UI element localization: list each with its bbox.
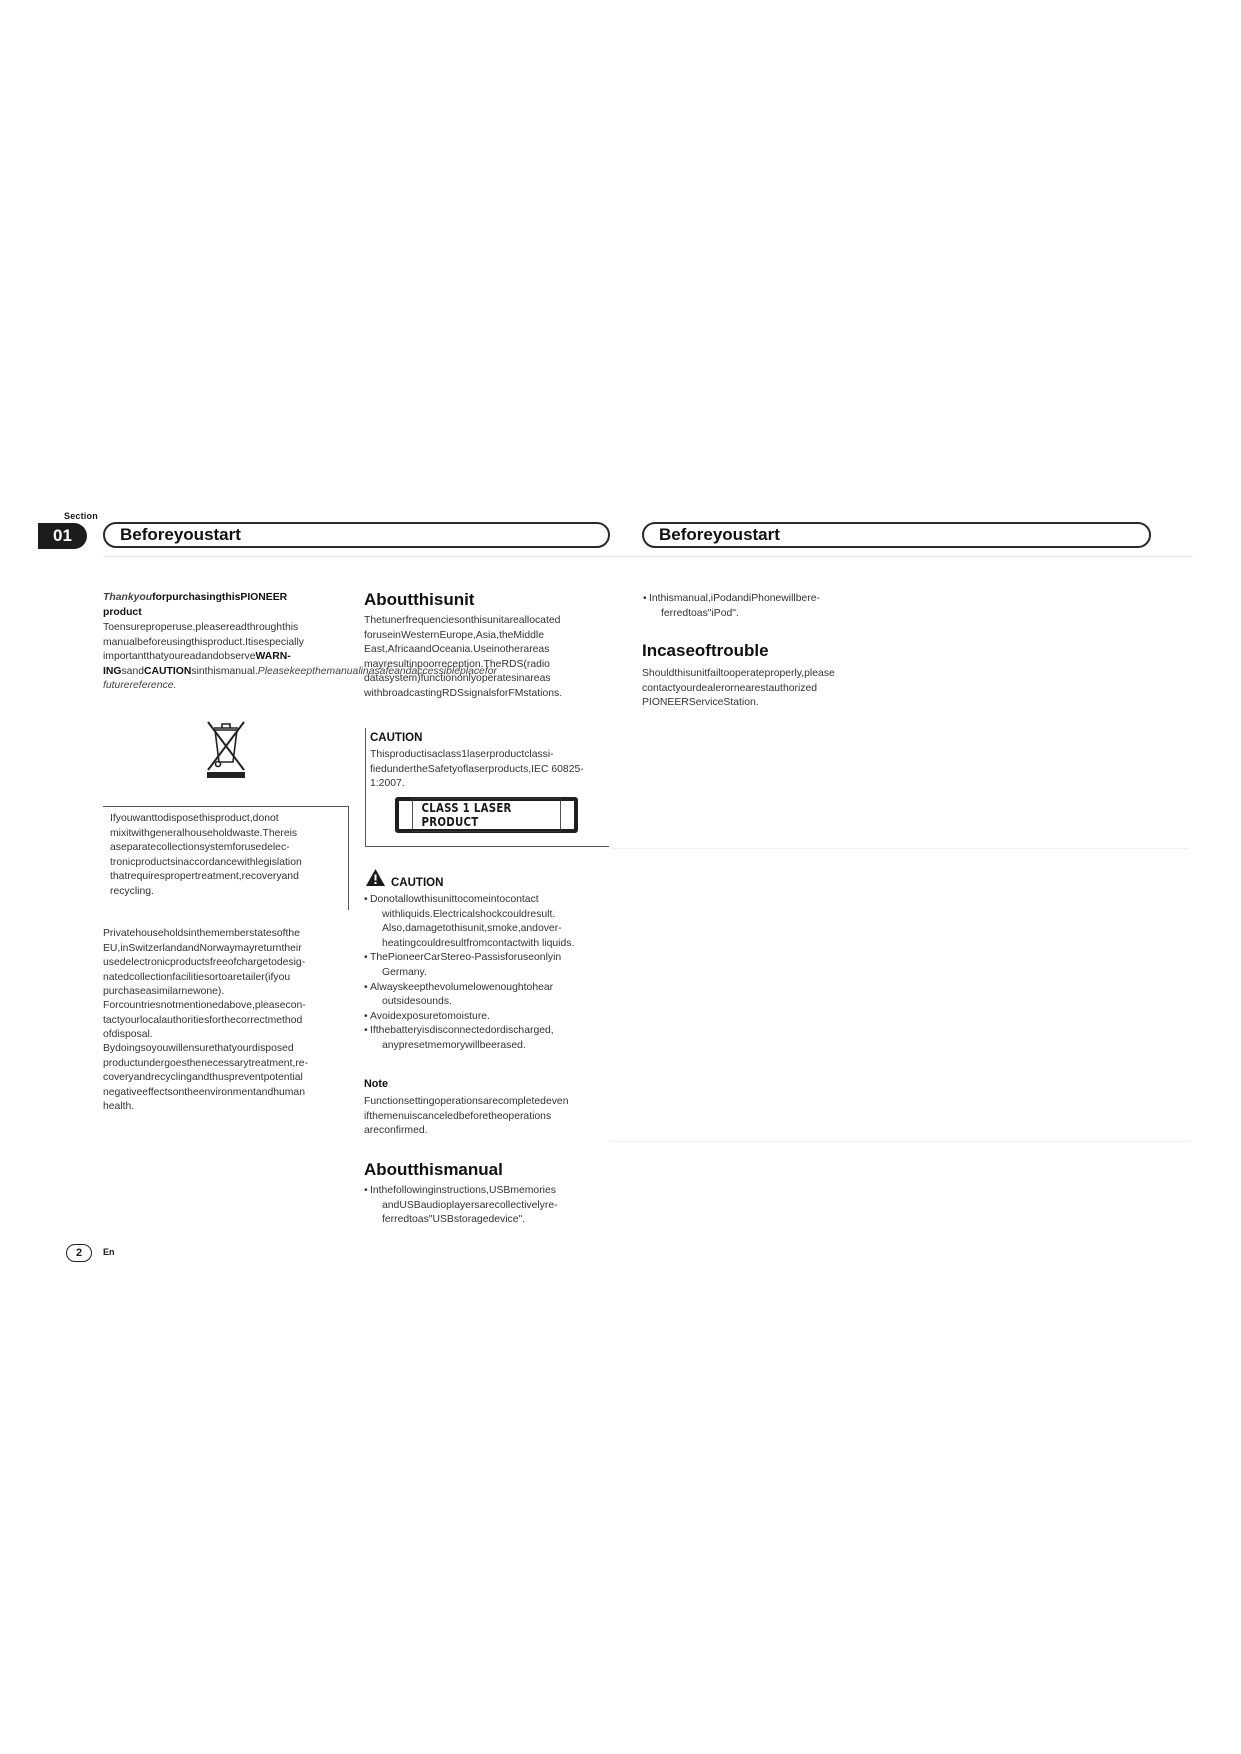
about-manual-list: [364, 1184, 596, 1228]
section-number-badge: 01: [38, 523, 87, 549]
intro-heading: [103, 591, 328, 620]
about-unit-text: Thetunerfrequenciesonthisunitareallocated foruseinWesternEurope,Asia,theMiddle East,AfricaandOceania.Useinotherareas mayresultinpoorreception.TheRDS(radio datasystem)functiononlyoperatesinareas withbroadcastingRDSsignalsforFMstations.: [364, 615, 563, 699]
list-item: • Alwayskeepthevolumelowenoughtohear outsidesounds.: [364, 981, 596, 1010]
about-unit-title: Aboutthisunit: [364, 590, 475, 609]
note-title: Note: [364, 1078, 388, 1090]
trouble-text: Shouldthisunitfailtooperateproperly,please contactyourdealerornearestauthorized PIONEERServiceStation.: [642, 668, 835, 709]
laser-caution-text: Thisproductisaclass1laserproductclassi-fiedundertheSafetyoflaserproducts,IEC 60825-1:2007.: [370, 749, 584, 790]
crossed-out-wheelie-bin-icon: [204, 718, 248, 780]
private-households-text: Privatehouseholdsinthememberstatesofthe EU,inSwitzerlandandNorwaymayreturntheir usedelectronicproductsfreeofchargetodesig-natedcollectionfacilitiesortoaretailer(ifyou purchaseasimilarnewone).: [103, 928, 306, 998]
language-code: En: [103, 1247, 115, 1257]
class1-laser-label: [395, 797, 578, 833]
list-item: • Inthefollowinginstructions,USBmemories andUSBaudioplayersarecollectivelyre-ferredtoas"USBstoragedevice".: [364, 1184, 596, 1228]
note-text: Functionsettingoperationsarecompletedeven ifthemenuiscanceledbeforetheoperations areconfirmed.: [364, 1096, 569, 1137]
faint-rule: [610, 848, 1190, 849]
ipod-note-list: [643, 592, 875, 621]
intro-para-a: Toensureproperuse,pleasereadthroughthis manualbeforeusingthisproduct.Itisespecially importantthatyoureadandobserve: [103, 622, 304, 663]
general-caution-list: [364, 893, 596, 1054]
trouble-title: Incaseoftrouble: [642, 641, 769, 660]
header-title-right: Beforeyoustart: [642, 522, 1151, 548]
by-doing-text: Bydoingsoyouwillensurethatyourdisposed productundergoesthenecessarytreatment,re-coveryandrecyclingandthuspreventpotential negativeeffectsontheenvironmentandhuman health.: [103, 1043, 309, 1113]
disposal-notice-text: Ifyouwanttodisposethisproduct,donot mixitwithgeneralhouseholdwaste.Thereis aseparatecollectionsystemforusedelec-tronicproductsinaccordancewithlegislation thatrequirespropertreatment,recoveryand recycling.: [110, 813, 302, 897]
intro-rest: forpurchasingthisPIONEER product: [103, 592, 288, 618]
header-title-left: Beforeyoustart: [103, 522, 610, 548]
warning-triangle-icon: [365, 868, 386, 887]
intro-italic: Thankyou: [103, 592, 153, 603]
header-rule: [103, 556, 1193, 557]
intro-warn: WARN-ING: [103, 651, 291, 677]
about-manual-title: Aboutthismanual: [364, 1160, 503, 1179]
list-item: • Donotallowthisunittocomeintocontact withliquids.Electricalshockcouldresult. Also,damagetothisunit,smoke,andover-heatingcouldresultfromcontactwith liquids.: [364, 893, 596, 951]
faint-rule: [610, 1141, 1190, 1142]
page-number: 2: [66, 1244, 92, 1262]
section-label: Section: [64, 511, 98, 521]
list-item: • Avoidexposuretomoisture.: [364, 1010, 596, 1025]
list-item: • Ifthebatteryisdisconnectedordischarged, anypresetmemorywillbeerased.: [364, 1024, 596, 1053]
other-countries-text: Forcountriesnotmentionedabove,pleasecon-tactyourlocalauthoritiesforthecorrectmethod ofdisposal.: [103, 1000, 306, 1041]
list-item: • ThePioneerCarStereo-Passisforuseonlyin Germany.: [364, 951, 596, 980]
laser-caution-title: CAUTION: [370, 732, 423, 744]
laser-label-text: CLASS 1 LASER PRODUCT: [412, 798, 561, 832]
list-item: • Inthismanual,iPodandiPhonewillbere-ferredtoas"iPod".: [643, 592, 875, 621]
intro-and: sand: [121, 665, 145, 677]
intro-italic-note: Pleasekeepthemanualinasafeandaccessibleplacefor futurereference.: [103, 665, 497, 692]
general-caution-title: CAUTION: [391, 877, 444, 889]
intro-in: sinthismanual.: [191, 665, 258, 677]
intro-caution: CAUTION: [144, 665, 192, 677]
